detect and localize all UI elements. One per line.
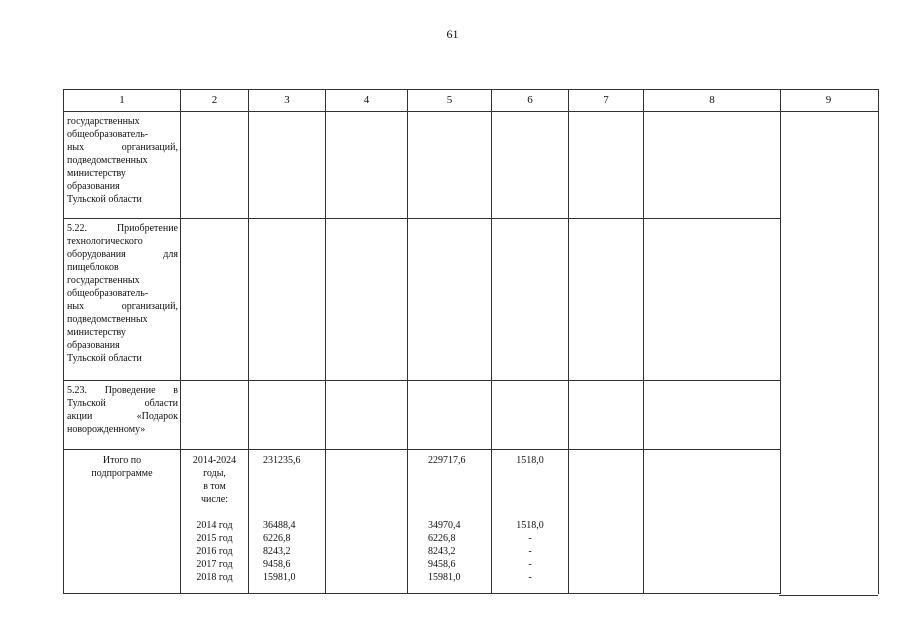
budget-table (63, 89, 781, 594)
col3-year-value: 9458,6 (263, 559, 291, 570)
col5-year-value: 15981,0 (428, 572, 461, 583)
total-label-cell (64, 450, 181, 594)
period-line: годы, (203, 468, 226, 479)
col3-year-value: 8243,2 (263, 546, 291, 557)
measure-name-cell (64, 219, 181, 381)
name-line: Тульской области (67, 194, 142, 205)
name-line: подведомственных (67, 314, 148, 325)
name-line: подведомственных (67, 155, 148, 166)
col5-year-value: 34970,4 (428, 520, 461, 531)
column-header-7: 7 (569, 90, 644, 112)
table-row (64, 219, 781, 381)
column-header-6: 6 (492, 90, 569, 112)
column-header-1: 1 (64, 90, 181, 112)
name-line: министерству (67, 168, 126, 179)
year-label: 2018 год (196, 572, 233, 583)
name-line: оборудования для (67, 249, 178, 260)
name-line: 5.22. Приобретение (67, 223, 178, 234)
name-line: технологического (67, 236, 143, 247)
col5-year-value: 6226,8 (428, 533, 456, 544)
name-line: образования (67, 340, 120, 351)
measure-name-cell (64, 381, 181, 450)
col5-values-cell (408, 450, 492, 594)
column-header-4: 4 (326, 90, 408, 112)
col6-year-value: - (528, 533, 532, 544)
col5-total-value: 229717,6 (428, 455, 466, 466)
column-header-5: 5 (408, 90, 492, 112)
column-header-9: 9 (779, 90, 878, 112)
total-label-line: Итого по (102, 455, 142, 466)
period-line: числе: (200, 494, 229, 505)
table-row (64, 381, 781, 450)
name-line: ных организаций, (67, 142, 178, 153)
column-header-2: 2 (181, 90, 249, 112)
measure-name-cell (64, 112, 181, 219)
col6-year-value: 1518,0 (516, 520, 544, 531)
subprogram-total-row (64, 450, 781, 594)
col3-year-value: 15981,0 (263, 572, 296, 583)
column-header-3: 3 (249, 90, 326, 112)
name-line: Тульской области (67, 398, 178, 409)
col3-year-value: 36488,4 (263, 520, 296, 531)
name-line: пищеблоков (67, 262, 119, 273)
name-line: государственных (67, 275, 140, 286)
name-line: образования (67, 181, 120, 192)
column-9-block (779, 89, 878, 596)
year-label: 2014 год (196, 520, 233, 531)
col5-year-value: 8243,2 (428, 546, 456, 557)
page-number: 61 (446, 27, 459, 41)
name-line: 5.23. Проведение в (67, 385, 178, 396)
name-line: государственных (67, 116, 140, 127)
column-number-row (64, 90, 781, 112)
col6-total-value: 1518,0 (516, 455, 544, 466)
period-line: 2014-2024 (192, 455, 237, 466)
name-line: общеобразователь- (67, 288, 149, 299)
period-line: в том (203, 481, 226, 492)
name-line: министерству (67, 327, 126, 338)
col5-year-value: 9458,6 (428, 559, 456, 570)
year-label: 2015 год (196, 533, 233, 544)
column-header-8: 8 (644, 90, 781, 112)
period-cell (181, 450, 249, 594)
name-line: ных организаций, (67, 301, 178, 312)
col6-values-cell (492, 450, 569, 594)
year-label: 2016 год (196, 546, 233, 557)
name-line: новорожденному» (67, 424, 146, 435)
col6-year-value: - (528, 559, 532, 570)
table-right-border (878, 89, 879, 594)
col6-year-value: - (528, 546, 532, 557)
name-line: акции «Подарок (67, 411, 178, 422)
year-label: 2017 год (196, 559, 233, 570)
col3-values-cell (249, 450, 326, 594)
total-label-line: подпрограмме (91, 468, 153, 479)
table-row (64, 112, 781, 219)
col6-year-value: - (528, 572, 532, 583)
name-line: общеобразователь- (67, 129, 149, 140)
col3-total-value: 231235,6 (263, 455, 301, 466)
col3-year-value: 6226,8 (263, 533, 291, 544)
name-line: Тульской области (67, 353, 142, 364)
